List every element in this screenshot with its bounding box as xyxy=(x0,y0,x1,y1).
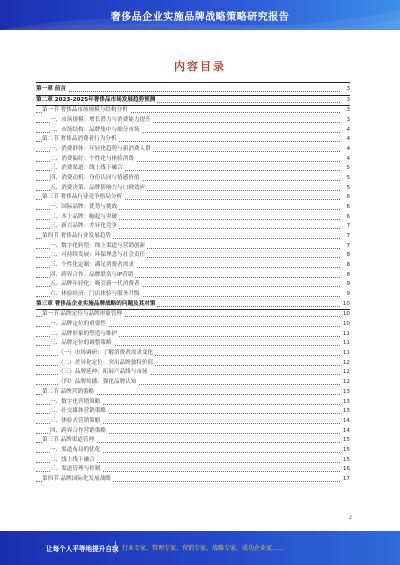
toc-entry[interactable] xyxy=(36,300,350,311)
toc-entry-label: 第四节 奢侈品行业发展趋势 xyxy=(42,232,113,242)
toc-entry-page: 15 xyxy=(340,456,350,466)
toc-entry-label: 二、可持续发展：环保理念与社会责任 xyxy=(50,251,147,261)
toc-entry-label: （三）品牌延伸：拓展产品线与市场 xyxy=(58,368,150,378)
toc-entry-page: 4 xyxy=(340,135,350,145)
toc-entry[interactable] xyxy=(36,203,350,213)
toc-entry[interactable] xyxy=(36,465,350,475)
toc-entry-label: 一、数字化营销策略 xyxy=(50,398,102,408)
footer-tagline: 行业专家、管理专家、营销专家、战略专家、成功企业家…… xyxy=(122,545,285,552)
toc-entry[interactable] xyxy=(36,456,350,466)
toc-entry[interactable] xyxy=(36,85,350,96)
toc-entry-page: 10 xyxy=(340,310,350,320)
toc-entry-page: 12 xyxy=(340,359,350,369)
toc-entry-page: 8 xyxy=(340,271,350,281)
toc-entry[interactable] xyxy=(36,310,350,320)
toc-entry[interactable] xyxy=(36,174,350,184)
toc-entry-page: 14 xyxy=(340,427,350,437)
toc-entry[interactable] xyxy=(36,213,350,223)
toc-entry-label: 四、消费动机：身份认同与情感价值 xyxy=(50,174,142,184)
toc-heading: 内容目录 xyxy=(174,60,226,73)
toc-entry-page: 9 xyxy=(340,290,350,300)
toc-entry[interactable] xyxy=(36,280,350,290)
header-banner xyxy=(0,0,400,30)
toc-entry[interactable] xyxy=(36,290,350,300)
toc-entry[interactable] xyxy=(36,271,350,281)
toc-entry-label: 第三节 品牌渠道管理 xyxy=(42,436,96,446)
toc-entry[interactable] xyxy=(36,398,350,408)
report-title: 奢侈品企业实施品牌战略策略研究报告 xyxy=(110,12,290,23)
toc-entry-page: 10 xyxy=(340,300,350,310)
toc-entry[interactable] xyxy=(36,164,350,174)
toc-entry[interactable] xyxy=(36,475,350,485)
toc-entry-page: 4 xyxy=(340,155,350,165)
toc-entry-page: 5 xyxy=(340,174,350,184)
toc-entry-label: 三、新兴品牌：差异化竞争 xyxy=(50,222,119,232)
toc-entry-page: 15 xyxy=(340,436,350,446)
toc-entry-label: 三、个性化定制：满足消费者需求 xyxy=(50,261,136,271)
toc-entry-label: 一、渠道布局的优化 xyxy=(50,446,102,456)
toc-entry-label: 第四节 品牌国际化发展战略 xyxy=(42,475,113,485)
toc-entry-label: 第二节 品牌营销策略 xyxy=(42,388,96,398)
toc-entry[interactable] xyxy=(36,222,350,232)
toc-entry-label: （一）市场调研：了解消费者需求变化 xyxy=(58,349,155,359)
toc-entry-label: 第二节 奢侈品消费者行为分析 xyxy=(42,135,119,145)
toc-leader-dots xyxy=(36,91,340,92)
toc-entry-label: （四）品牌传播：强化品牌认知 xyxy=(58,378,138,388)
toc-entry-label: 二、品牌形象的塑造与维护 xyxy=(50,330,119,340)
toc-entry-label: 三、品牌定位的调整策略 xyxy=(50,339,114,349)
toc-entry-label: 第一章 前言 xyxy=(36,85,68,95)
toc-entry-page: 17 xyxy=(340,475,350,485)
toc-entry-page: 10 xyxy=(340,320,350,330)
toc-entry[interactable] xyxy=(36,193,350,203)
toc-entry-label: 第三节 奢侈品行业竞争格局分析 xyxy=(42,193,124,203)
toc-entry-label: 二、线上线下融合 xyxy=(50,456,97,466)
toc-entry[interactable] xyxy=(36,155,350,165)
toc-entry-page: 5 xyxy=(340,164,350,174)
toc-entry-label: 一、品牌定位的重要性 xyxy=(50,320,108,330)
toc-entry-label: 一、市场规模：增长潜力与消费能力提升 xyxy=(50,116,153,126)
toc-entry[interactable] xyxy=(36,349,350,359)
toc-entry[interactable] xyxy=(36,116,350,126)
toc-entry-label: 二、消费偏好：个性化与体验消费 xyxy=(50,155,136,165)
toc-entry[interactable] xyxy=(36,135,350,145)
toc-entry-label: 第二章 2023-2025年奢侈品市场发展趋势预测 xyxy=(36,96,157,106)
toc-entry[interactable] xyxy=(36,330,350,340)
toc-entry-page: 3 xyxy=(340,85,350,95)
toc-entry-page: 7 xyxy=(340,232,350,242)
toc-entry[interactable] xyxy=(36,184,350,194)
toc-entry[interactable] xyxy=(36,320,350,330)
toc-entry-label: 四、跨界合作：品牌联名与IP营销 xyxy=(50,271,135,281)
toc-entry-label: 五、品牌年轻化：吸引新一代消费者 xyxy=(50,280,142,290)
toc-entry-label: 第三章 奢侈品企业实施品牌战略的问题及其对策 xyxy=(36,300,157,310)
toc-entry-label: 一、数字化转型：线上渠道与营销创新 xyxy=(50,242,147,252)
footer-divider xyxy=(115,541,116,553)
table-of-contents xyxy=(36,85,350,485)
toc-entry-page: 3 xyxy=(340,106,350,116)
toc-entry[interactable] xyxy=(36,242,350,252)
toc-entry-label: 二、市场结构：品牌集中与细分市场 xyxy=(50,126,142,136)
page-number: 2 xyxy=(348,515,352,521)
toc-entry-label: 一、消费群体：年轻化趋势与新消费人群 xyxy=(50,145,153,155)
toc-entry[interactable] xyxy=(36,339,350,349)
toc-entry[interactable] xyxy=(36,407,350,417)
toc-entry-page: 6 xyxy=(340,193,350,203)
toc-entry-label: 二、社交媒体营销策略 xyxy=(50,407,108,417)
toc-entry-page: 5 xyxy=(340,184,350,194)
toc-entry[interactable] xyxy=(36,96,350,107)
toc-entry-label: 三、体验式营销策略 xyxy=(50,417,102,427)
toc-entry-page: 16 xyxy=(340,465,350,475)
toc-entry-page: 15 xyxy=(340,446,350,456)
toc-entry-page: 13 xyxy=(340,398,350,408)
toc-entry-page: 11 xyxy=(340,339,350,349)
footer-slogan: 让每个人平等地提升自我 xyxy=(46,545,119,553)
toc-entry[interactable] xyxy=(36,436,350,446)
toc-entry-page: 13 xyxy=(340,388,350,398)
toc-entry-label: （二）差异化定位：突出品牌独特价值 xyxy=(58,359,155,369)
toc-entry[interactable] xyxy=(36,261,350,271)
toc-entry[interactable] xyxy=(36,417,350,427)
toc-entry[interactable] xyxy=(36,378,350,388)
toc-entry-label: 第一节 奢侈品市场规模与结构分析 xyxy=(42,106,130,116)
toc-entry-label: 二、本土品牌：崛起与突破 xyxy=(50,213,119,223)
toc-entry-label: 第一节 品牌定位与品牌形象管理 xyxy=(42,310,124,320)
toc-top-rule xyxy=(36,82,350,83)
toc-entry-page: 12 xyxy=(340,378,350,388)
toc-entry[interactable] xyxy=(36,368,350,378)
toc-entry-page: 11 xyxy=(340,330,350,340)
toc-entry-label: 五、消费决策：品牌影响力与口碑效应 xyxy=(50,184,147,194)
toc-entry-page: 4 xyxy=(340,145,350,155)
toc-entry-page: 3 xyxy=(340,116,350,126)
toc-entry-page: 7 xyxy=(340,222,350,232)
toc-entry-page: 3 xyxy=(340,96,350,106)
toc-entry-label: 四、跨界合作营销策略 xyxy=(50,427,108,437)
toc-entry-label: 三、渠道管理与控制 xyxy=(50,465,102,475)
toc-entry-page: 4 xyxy=(340,126,350,136)
toc-entry[interactable] xyxy=(36,359,350,369)
toc-entry[interactable] xyxy=(36,145,350,155)
toc-entry[interactable] xyxy=(36,126,350,136)
toc-entry[interactable] xyxy=(36,446,350,456)
footer-banner xyxy=(0,531,400,565)
toc-entry-page: 11 xyxy=(340,349,350,359)
toc-entry-label: 三、消费渠道：线上线下融合 xyxy=(50,164,125,174)
toc-entry-page: 12 xyxy=(340,368,350,378)
toc-entry-page: 7 xyxy=(340,242,350,252)
toc-entry-page: 6 xyxy=(340,213,350,223)
toc-entry-page: 8 xyxy=(340,251,350,261)
toc-entry-page: 8 xyxy=(340,261,350,271)
toc-entry[interactable] xyxy=(36,388,350,398)
toc-entry-page: 9 xyxy=(340,280,350,290)
toc-entry-page: 13 xyxy=(340,407,350,417)
toc-entry[interactable] xyxy=(36,427,350,437)
toc-entry-label: 六、体验经济：门店体验与服务升级 xyxy=(50,290,142,300)
toc-entry-page: 6 xyxy=(340,203,350,213)
toc-entry[interactable] xyxy=(36,232,350,242)
toc-entry-label: 一、国际品牌：优势与挑战 xyxy=(50,203,119,213)
toc-entry[interactable] xyxy=(36,251,350,261)
toc-entry-page: 14 xyxy=(340,417,350,427)
toc-entry[interactable] xyxy=(36,106,350,116)
